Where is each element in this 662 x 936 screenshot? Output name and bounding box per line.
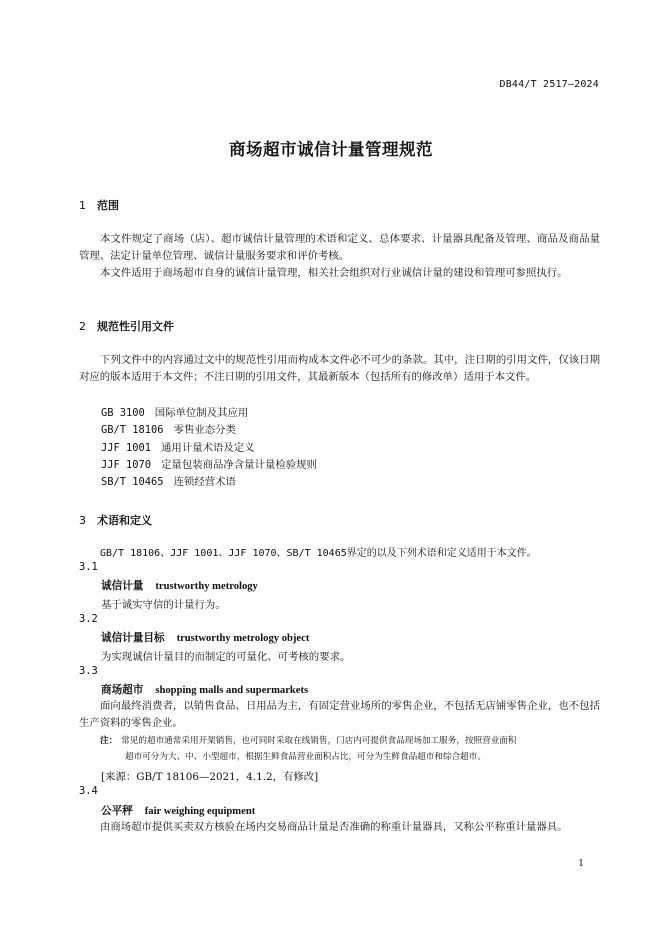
reference-item: GB/T 18106 零售业态分类 xyxy=(101,424,236,436)
term-number: 3.3 xyxy=(79,665,98,677)
term-number: 3.2 xyxy=(79,613,98,625)
term-entry: 诚信计量 trustworthy metrology xyxy=(101,580,258,592)
reference-item: GB 3100 国际单位制及其应用 xyxy=(101,407,249,419)
scope-paragraph-2: 本文件适用于商场超市自身的诚信计量管理，相关社会组织对行业诚信计量的建设和管理可参照执行。 xyxy=(100,267,568,279)
reference-item: SB/T 10465 连锁经营术语 xyxy=(101,476,236,488)
page-number: 1 xyxy=(578,859,584,869)
term-number: 3.4 xyxy=(79,785,98,797)
section-number: 3 xyxy=(79,514,86,527)
section-heading-scope xyxy=(79,197,119,213)
reference-item: JJF 1001 通用计量术语及定义 xyxy=(101,442,255,454)
terms-intro: GB/T 18106、JJF 1001、JJF 1070、SB/T 10465界定的以及下列术语和定义适用于本文件。 xyxy=(100,548,537,559)
section-heading-references xyxy=(79,318,174,334)
scope-paragraph-1: 本文件规定了商场（店）、超市诚信计量管理的术语和定义、总体要求、计量器具配备及管理、商品及商品量管理、法定计量单位管理、诚信计量服务要求和评价考核。 xyxy=(79,233,600,263)
section-title: 范围 xyxy=(97,199,119,212)
section-number: 1 xyxy=(79,199,86,212)
standard-code: DB44/T 2517—2024 xyxy=(499,79,599,90)
term-entry: 商场超市 shopping malls and supermarkets xyxy=(101,684,309,696)
references-intro: 下列文件中的内容通过文中的规范性引用而构成本文件必不可少的条款。其中，注日期的引用文件，仅该日期对应的版本适用于本文件；不注日期的引用文件，其最新版本（包括所有的修改单）适用于本文件。 xyxy=(79,354,600,384)
section-title: 术语和定义 xyxy=(97,514,152,527)
term-definition: 基于诚实守信的计量行为。 xyxy=(101,599,226,611)
section-number: 2 xyxy=(79,320,86,333)
section-title: 规范性引用文件 xyxy=(97,320,174,333)
note-line-2: 超市可分为大、中、小型超市，根据生鲜食品营业面积占比，可分为生鲜食品超市和综合超市。 xyxy=(125,751,486,762)
reference-item: JJF 1070 定量包装商品净含量计量检验规则 xyxy=(101,459,317,471)
term-entry: 公平秤 fair weighing equipment xyxy=(101,805,256,817)
term-note xyxy=(100,734,596,765)
document-title: 商场超市诚信计量管理规范 xyxy=(229,140,433,159)
term-number: 3.1 xyxy=(79,561,98,573)
term-definition: 面向最终消费者，以销售食品、日用品为主，有固定营业场所的零售企业，不包括无店铺零售企业，也不包括生产资料的零售企业。 xyxy=(79,700,600,730)
note-line-1: 常见的超市通常采用开架销售，也可同时采取在线销售，门店内可提供食品现场加工服务，按照营业面积 xyxy=(121,736,517,746)
term-source: [来源：GB/T 18106—2021，4.1.2，有修改] xyxy=(101,771,319,783)
section-heading-terms xyxy=(79,512,152,528)
term-definition: 由商场超市提供买卖双方核验在场内交易商品计量是否准确的称重计量器具，又称公平称重计量器具。 xyxy=(100,821,568,833)
term-entry: 诚信计量目标 trustworthy metrology object xyxy=(101,632,310,644)
note-label: 注： xyxy=(100,736,118,746)
term-definition: 为实现诚信计量目的而制定的可量化、可考核的要求。 xyxy=(101,651,351,663)
